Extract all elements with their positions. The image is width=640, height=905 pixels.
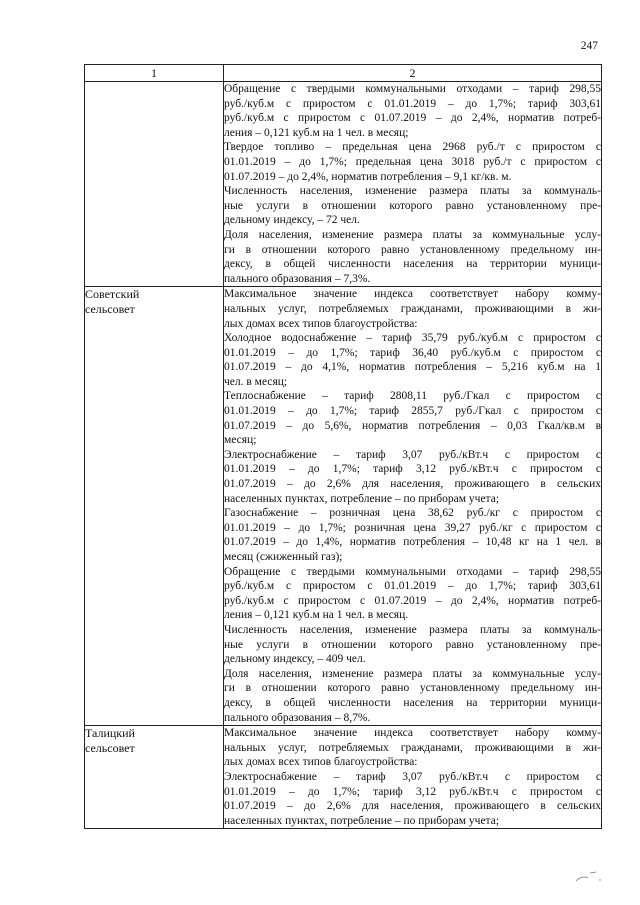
- text-line: населенных пунктах, потребление – по приборам учета;: [224, 814, 500, 827]
- paragraph: [224, 623, 601, 667]
- text-line: 01.07.2019 – до 5,6%, норматив потребления – 0,03 Гкал/кв.м в: [224, 419, 601, 432]
- municipality-name-line: Советский: [85, 287, 140, 302]
- paragraph: [224, 448, 601, 506]
- paragraph: [224, 726, 601, 770]
- text-line: 01.07.2019 – до 1,4%, норматив потребления – 10,48 кг на 1 чел. в: [224, 536, 601, 549]
- table-row: [85, 726, 602, 829]
- pen-mark: [574, 869, 604, 885]
- paragraph: [224, 667, 601, 725]
- text-line: пального образования – 8,7%.: [224, 711, 371, 724]
- text-line: 01.01.2019 – до 1,7%; тариф 3,12 руб./кВт.ч с приростом с: [224, 463, 601, 476]
- text-line: руб./куб.м с приростом с 01.07.2019 – до 2,4%, норматив потреб-: [224, 594, 601, 607]
- text-line: 01.01.2019 – до 1,7%; розничная цена 39,27 руб./кг с приростом с: [224, 521, 601, 534]
- text-line: Доля населения, изменение размера платы за коммунальные услу-: [224, 667, 601, 680]
- page-number: 247: [580, 40, 598, 52]
- text-line: 01.01.2019 – до 1,7%; тариф 36,40 руб./куб.м с приростом с: [224, 346, 601, 359]
- municipality-name-line: сельсовет: [85, 740, 135, 755]
- text-line: 01.07.2019 – до 4,1%, норматив потребления – 5,216 куб.м на 1: [224, 361, 601, 374]
- text-line: лых домах всех типов благоустройства:: [224, 317, 418, 330]
- text-line: 01.01.2019 – до 1,7%; предельная цена 3018 руб./т с приростом с: [224, 155, 601, 168]
- text-line: лых домах всех типов благоустройства:: [224, 756, 418, 769]
- municipality-cell: [85, 82, 224, 287]
- paragraph: [224, 228, 601, 286]
- paragraph: [224, 184, 601, 228]
- text-line: руб./куб.м с приростом с 01.07.2019 – до 2,4%, норматив потреб-: [224, 112, 601, 125]
- text-line: 01.07.2019 – до 2,6% для населения, проживающего в сельских: [224, 800, 601, 813]
- text-line: Доля населения, изменение размера платы за коммунальные услу-: [224, 228, 601, 241]
- text-line: дексу, в общей численности населения на территории муници-: [224, 258, 601, 271]
- paragraph: [224, 770, 601, 828]
- table-row: [85, 82, 602, 287]
- table-row: [85, 287, 602, 726]
- column-header-2: 2: [224, 65, 602, 82]
- paragraph: [224, 389, 601, 447]
- column-header-1: 1: [85, 65, 224, 82]
- paragraph: [224, 140, 601, 184]
- text-line: руб./куб.м с приростом с 01.01.2019 – до 1,7%; тариф 303,61: [224, 97, 601, 110]
- paragraph: [224, 331, 601, 389]
- text-line: Холодное водоснабжение – тариф 35,79 руб./куб.м с приростом с: [224, 332, 601, 345]
- paragraph: [224, 565, 601, 623]
- text-line: руб./куб.м с приростом с 01.01.2019 – до 1,7%; тариф 303,61: [224, 580, 601, 593]
- text-line: 01.01.2019 – до 1,7%; тариф 3,12 руб./кВт.ч с приростом с: [224, 785, 601, 798]
- table-header-row: [85, 65, 602, 82]
- text-line: ные услуги в отношении которого равно установленному пре-: [224, 199, 601, 212]
- text-line: ные услуги в отношении которого равно установленному пре-: [224, 638, 601, 651]
- text-line: ги в отношении которого равно установленному предельному ин-: [224, 243, 601, 256]
- municipality-cell: [85, 726, 224, 829]
- description-cell: [224, 287, 602, 726]
- paragraph: [224, 506, 601, 564]
- text-line: Обращение с твердыми коммунальными отходами – тариф 298,55: [224, 83, 601, 95]
- text-line: месяц;: [224, 434, 257, 447]
- tariff-table: [84, 64, 602, 829]
- text-line: дельному индексу, – 409 чел.: [224, 653, 366, 666]
- text-line: ления – 0,121 куб.м на 1 чел. в месяц.: [224, 609, 409, 622]
- text-line: дексу, в общей численности населения на территории муници-: [224, 696, 601, 709]
- description-cell: [224, 726, 602, 829]
- paragraph: [224, 287, 601, 331]
- text-line: месяц (сжиженный газ);: [224, 551, 343, 563]
- text-line: населенных пунктах, потребление – по приборам учета;: [224, 492, 500, 505]
- text-line: дельному индексу, – 72 чел.: [224, 214, 360, 227]
- text-line: Теплоснабжение – тариф 2808,11 руб./Гкал с приростом с: [224, 390, 601, 403]
- text-line: Электроснабжение – тариф 3,07 руб./кВт.ч с приростом с: [224, 448, 601, 461]
- municipality-name-line: сельсовет: [85, 301, 135, 316]
- text-line: пального образования – 7,3%.: [224, 272, 371, 285]
- text-line: 01.07.2019 – до 2,6% для населения, проживающего в сельских: [224, 478, 601, 491]
- text-line: ги в отношении которого равно установленному предельному ин-: [224, 682, 601, 695]
- text-line: Численность населения, изменение размера платы за коммуналь-: [224, 185, 601, 198]
- municipality-name-line: Талицкий: [85, 726, 135, 741]
- text-line: 01.01.2019 – до 1,7%; тариф 2855,7 руб./Гкал с приростом с: [224, 405, 601, 418]
- text-line: чел. в месяц;: [224, 375, 288, 388]
- text-line: Максимальное значение индекса соответствует набору комму-: [224, 727, 601, 740]
- text-line: Численность населения, изменение размера платы за коммуналь-: [224, 623, 601, 636]
- text-line: ления – 0,121 куб.м на 1 чел. в месяц;: [224, 126, 409, 139]
- description-cell: [224, 82, 602, 287]
- text-line: Газоснабжение – розничная цена 38,62 руб./кг с приростом с: [224, 507, 601, 520]
- text-line: Электроснабжение – тариф 3,07 руб./кВт.ч с приростом с: [224, 770, 601, 783]
- text-line: нальных услуг, потребляемых гражданами, проживающими в жи-: [224, 302, 601, 315]
- text-line: Твердое топливо – предельная цена 2968 руб./т с приростом с: [224, 141, 601, 154]
- text-line: Обращение с твердыми коммунальными отходами – тариф 298,55: [224, 565, 601, 578]
- text-line: Максимальное значение индекса соответствует набору комму-: [224, 288, 601, 301]
- municipality-cell: [85, 287, 224, 726]
- paragraph: [224, 82, 601, 140]
- text-line: 01.07.2019 – до 2,4%, норматив потребления – 9,1 кг/кв. м.: [224, 170, 512, 183]
- text-line: нальных услуг, потребляемых гражданами, проживающими в жи-: [224, 741, 601, 754]
